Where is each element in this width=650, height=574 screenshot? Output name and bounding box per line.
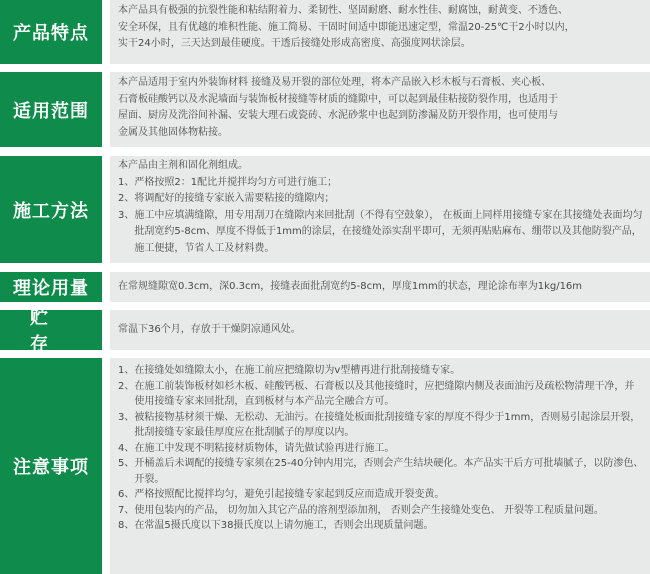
notes-label: 注意事项 <box>0 358 102 574</box>
usage-text: 在常规缝隙宽0.3cm，深0.3cm，接缝表面批刮宽约5-8cm，厚度1mm的状态，理论涂布率为1kg/16m <box>118 280 583 292</box>
storage-text: 常温下36个月，存放于干燥阴凉通风处。 <box>118 323 301 335</box>
notes-item-text: 被粘接物基材须干燥、无松动、无油污。在接缝处板面批刮接缝专家的厚度不得少于1mm，否则易引起涂层开裂，批刮接缝专家最佳厚度应在批刮腻子的厚度以内。 <box>134 411 641 438</box>
method-label: 施工方法 <box>0 156 102 263</box>
notes-item <box>118 363 644 379</box>
notes-item-text: 在施工中发现不明粘接材质物体，请先做试验再进行施工。 <box>134 442 395 454</box>
section-scope <box>0 72 650 147</box>
notes-item-text: 在接缝处如缝隙太小，在施工前应把缝隙切为v型槽再进行批刮接缝专家。 <box>134 365 461 376</box>
notes-item-num: 5、 <box>118 458 135 469</box>
method-item-num: 3、 <box>118 209 135 221</box>
method-item-text: 严格按照2：1配比并搅拌均匀方可进行施工； <box>134 176 338 188</box>
notes-item <box>118 410 644 441</box>
method-item-text: 将调配好的接缝专家嵌入需要粘接的缝隙内； <box>134 193 335 204</box>
notes-item <box>118 487 644 503</box>
method-item <box>118 208 644 258</box>
usage-label: 理论用量 <box>0 272 102 302</box>
method-item <box>118 191 644 208</box>
notes-item-text: 在施工前装饰板材如杉木板、硅酸钙板、石膏板以及其他接缝时，应把缝隙内侧及表面油污及疏松物清理干净，并使用接缝专家来回批刮，直到板材与本产品完全融合方可。 <box>134 380 635 407</box>
usage-content <box>110 272 650 302</box>
notes-item-num: 8、 <box>118 520 135 531</box>
section-method <box>0 156 650 263</box>
notes-item-text: 在常温5摄氏度以下38摄氏度以上请勿施工，否则会出现质量问题。 <box>134 520 434 531</box>
method-item <box>118 175 644 192</box>
method-item-text: 施工中应填满缝隙，用专用刮刀在缝隙内来回批刮（不得有空鼓象）， 在板面上同样用接缝专家在其接缝处表面均匀批刮宽约5-8cm、厚度不得低于1mm的涂层，在接缝处添实刮平即可，无须再贴贴麻布、绷带以及其他防裂产品，施工便捷，节省人工及材料费。 <box>134 209 643 254</box>
features-content <box>110 0 650 64</box>
scope-label: 适用范围 <box>0 72 102 147</box>
notes-item-text: 使用包装内的产品， 切勿加入其它产品的溶剂型添加剂， 否则会产生接缝处变色、 开裂等工程质量问题。 <box>134 504 604 516</box>
storage-content <box>110 310 650 350</box>
scope-line-1: 本产品适用于室内外装饰材料 接缝及易开裂的部位处理，将本产品嵌入杉木板与石膏板、夹心板、 <box>118 77 552 88</box>
features-line-2: 安全环保，且有优越的堆积性能、施工简易、干固时间适中即能迅速定型，常温20-25℃干2小时以内， <box>118 21 575 33</box>
notes-item <box>118 518 644 534</box>
notes-item-num: 2、 <box>118 380 135 392</box>
notes-content <box>110 358 650 574</box>
notes-item <box>118 503 644 519</box>
notes-item-num: 4、 <box>118 442 135 454</box>
method-item-num: 2、 <box>118 193 135 204</box>
notes-item-text: 严格按照配比搅拌均匀，避免引起接缝专家起到反应而造成开裂变黄。 <box>134 489 445 500</box>
method-intro: 本产品由主剂和固化剂组成。 <box>118 160 248 171</box>
section-notes <box>0 358 650 574</box>
notes-item-num: 3、 <box>118 411 135 423</box>
scope-content <box>110 72 650 147</box>
notes-item <box>118 379 644 410</box>
notes-item-text: 开桶盖后未调配的接缝专家须在25-40分钟内用完，否则会产生结块硬化。本产品实干后方可批墙腻子，以防渗色、开裂。 <box>134 458 644 485</box>
notes-item <box>118 441 644 457</box>
storage-label: 贮存 <box>0 310 102 350</box>
scope-line-4: 金属及其他固体物粘接。 <box>118 126 228 138</box>
features-label: 产品特点 <box>0 0 102 64</box>
notes-item-num: 7、 <box>118 504 135 516</box>
features-line-3: 实干24小时，三天达到最佳硬度。干透后接缝处形成高密度、高强度网状涂层。 <box>118 38 471 49</box>
section-usage <box>0 272 650 302</box>
notes-item-num: 6、 <box>118 489 135 500</box>
scope-line-2: 石膏板硅酸钙以及水泥墙面与装饰板材接缝等材质的缝隙中，可以起到最佳粘接防裂作用，也适用于 <box>118 93 558 105</box>
method-item-num: 1、 <box>118 176 135 188</box>
notes-item-num: 1、 <box>118 365 135 376</box>
features-line-1: 本产品具有极强的抗裂性能和粘结附着力、柔韧性、坚固耐磨、耐水性佳、耐腐蚀，耐黄变、不透色、 <box>118 5 568 16</box>
section-features <box>0 0 650 64</box>
scope-line-3: 屋面、厨房及洗浴间补漏、安装大理石或瓷砖、水泥砂浆中也起到防渗漏及防开裂作用，也可使用与 <box>118 110 558 121</box>
section-storage <box>0 308 650 355</box>
notes-item <box>118 456 644 487</box>
method-content <box>110 156 650 263</box>
